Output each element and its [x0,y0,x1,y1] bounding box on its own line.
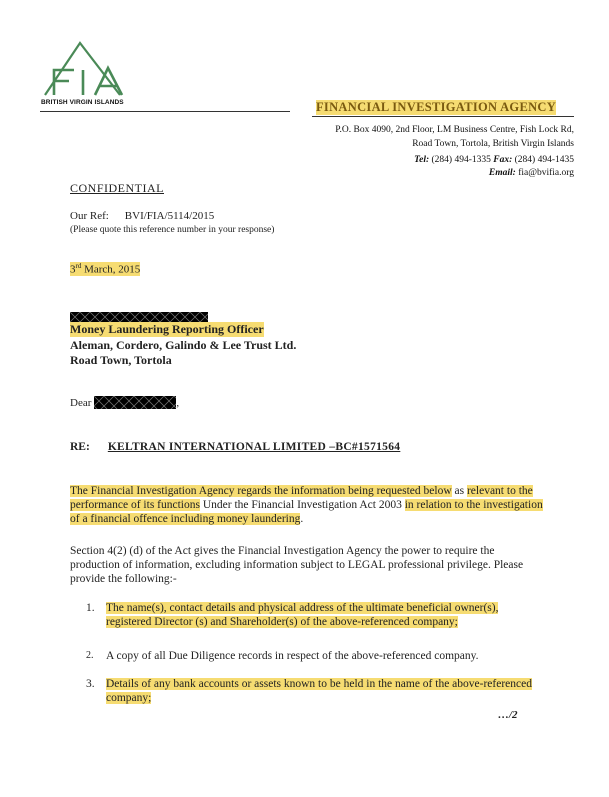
re-subject: KELTRAN INTERNATIONAL LIMITED –BC#1571564 [107,441,401,453]
fax-label: Fax: [493,155,513,165]
para1-highlight-b: relevant to the performance of its functions [70,485,533,511]
letter-date [70,262,140,276]
salutation-text: Dear [70,396,92,409]
redacted-salutation-name [94,396,176,409]
ref-value: BVI/FIA/5114/2015 [124,210,215,222]
tel-value: (284) 494-1335 [431,155,491,165]
recipient-title: Money Laundering Reporting Officer [70,322,264,336]
para1-plain-a: as [451,485,467,497]
para1-highlight-c: in relation to the investigation of a financial offence including money laundering [70,499,543,525]
reference-note: (Please quote this reference number in your response) [70,225,275,235]
date-suffix: rd [75,262,82,270]
agency-rule [312,116,574,117]
page-continuation: …/2 [498,709,518,721]
address-line1: P.O. Box 4090, 2nd Floor, LM Business Centre, Fish Lock Rd, [335,125,574,135]
ref-label: Our Ref: [70,210,109,222]
date-rest: March, 2015 [81,263,141,276]
list-item-number: 2. [86,650,94,661]
reference-line [70,210,214,222]
address-line2: Road Town, Tortola, British Virgin Islands [412,139,574,149]
list-item-text: The name(s), contact details and physical address of the ultimate beneficial owner(s), registered Director (s) and Shareholder(s) of the above-referenced company; [106,602,499,628]
list-item-text: Details of any bank accounts or assets known to be held in the name of the above-referenced company; [106,678,532,704]
para1-end: . [300,513,304,525]
email-line [489,167,574,179]
phone-fax-line [414,154,574,166]
tel-label: Tel: [414,155,430,165]
recipient-address [70,338,296,368]
confidential-heading: CONFIDENTIAL [70,181,164,195]
date-day: 3 [70,263,76,276]
list-item-number: 1. [86,602,95,614]
fax-value: (284) 494-1435 [514,155,574,165]
recipient-city: Road Town, Tortola [70,353,172,367]
para1-plain-b: Under the Financial Investigation Act 2003 [199,499,405,511]
list-item-text: A copy of all Due Diligence records in respect of the above-referenced company. [106,650,479,662]
paragraph-2: Section 4(2) (d) of the Act gives the Financial Investigation Agency the power to require the production of information, excluding information subject to LEGAL professional privilege. Please provide the following:- [70,545,524,585]
fia-logo-icon [40,40,140,100]
list-item-number: 3. [86,678,95,690]
email-label: Email: [488,168,516,178]
salutation [70,396,179,409]
logo-caption: BRITISH VIRGIN ISLANDS [41,99,124,106]
recipient-org: Aleman, Cordero, Galindo & Lee Trust Ltd. [70,338,297,352]
para1-highlight-a: The Financial Investigation Agency regards the information being requested below [70,485,452,497]
subject-line [70,441,400,453]
agency-name: FINANCIAL INVESTIGATION AGENCY [316,100,557,114]
logo-rule [40,111,290,112]
email-value: fia@bvifia.org [518,168,574,178]
paragraph-1 [70,484,545,526]
re-label: RE: [70,441,90,453]
salutation-comma: , [176,396,180,409]
